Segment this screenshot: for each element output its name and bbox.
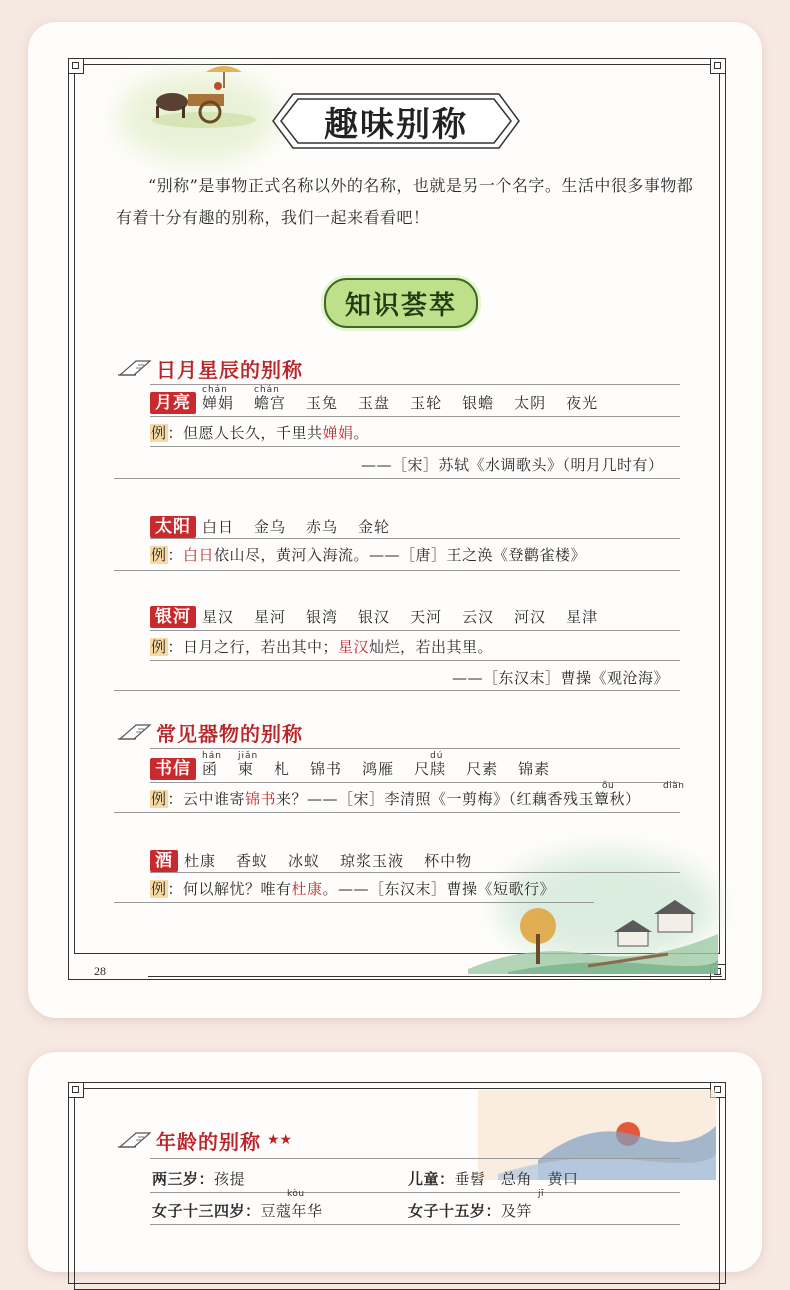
alias-list bbox=[202, 751, 570, 780]
scroll-icon bbox=[116, 1129, 152, 1151]
scroll-icon bbox=[116, 721, 152, 743]
age-value: 孩提 bbox=[214, 1170, 246, 1188]
example-highlight: 白日 bbox=[183, 546, 215, 564]
alias-name bbox=[236, 850, 268, 872]
example-label: 例 bbox=[151, 790, 167, 808]
alias-name bbox=[238, 751, 259, 780]
age-row-right-2 bbox=[408, 1189, 545, 1221]
example-text: 灿烂，若出其里。 bbox=[369, 638, 494, 656]
section-title: 常见器物的别称 bbox=[156, 721, 303, 746]
village-landscape-illustration bbox=[468, 874, 718, 974]
alias-text: 太阴 bbox=[514, 394, 547, 412]
divider-line bbox=[150, 416, 680, 417]
alias-name bbox=[566, 392, 598, 414]
section-heading-objects bbox=[116, 718, 303, 746]
alias-text: 银蟾 bbox=[462, 394, 495, 412]
scroll-icon bbox=[116, 357, 152, 379]
corner-ornament-tr bbox=[710, 58, 726, 74]
alias-text: 玉兔 bbox=[306, 394, 339, 412]
alias-text: 尺牍 bbox=[414, 760, 447, 778]
pinyin-annotation: jiǎn bbox=[238, 751, 259, 761]
alias-text: 鸿雁 bbox=[362, 760, 395, 778]
divider-line bbox=[150, 660, 680, 661]
alias-text: 香蚁 bbox=[236, 852, 269, 870]
example-text: ： bbox=[167, 546, 184, 564]
example-highlight: 星汉 bbox=[338, 638, 370, 656]
alias-text: 银湾 bbox=[306, 608, 339, 626]
alias-text: 金轮 bbox=[358, 518, 391, 536]
alias-name bbox=[462, 392, 494, 414]
tag-wine: 酒 bbox=[150, 850, 178, 872]
example-moon bbox=[150, 422, 369, 444]
example-highlight: 杜康 bbox=[291, 880, 323, 898]
book-page-28 bbox=[28, 22, 762, 1018]
alias-text: 玉盘 bbox=[358, 394, 391, 412]
tag-letter: 书信 bbox=[150, 758, 196, 780]
alias-name bbox=[358, 392, 390, 414]
divider-line bbox=[150, 446, 680, 447]
pinyin-annotation: hán bbox=[202, 751, 222, 761]
alias-name bbox=[410, 606, 442, 628]
alias-text: 云汉 bbox=[462, 608, 495, 626]
example-label: 例 bbox=[151, 638, 167, 656]
alias-text: 尺素 bbox=[466, 760, 499, 778]
page-number: 28 bbox=[94, 964, 106, 978]
divider-line bbox=[114, 812, 680, 813]
alias-text: 天河 bbox=[410, 608, 443, 626]
example-label: 例 bbox=[151, 424, 167, 442]
alias-text: 金乌 bbox=[254, 518, 287, 536]
alias-name bbox=[414, 751, 447, 780]
knowledge-badge: 知识荟萃 bbox=[324, 278, 478, 328]
alias-name bbox=[518, 758, 550, 780]
page-title: 趣味别称 bbox=[324, 104, 468, 145]
entry-letter bbox=[150, 751, 570, 780]
alias-name bbox=[306, 606, 338, 628]
alias-text: 星河 bbox=[254, 608, 287, 626]
alias-name bbox=[306, 516, 338, 538]
age-label: 女子十三四岁： bbox=[152, 1202, 261, 1220]
alias-text: 札 bbox=[274, 760, 291, 778]
example-galaxy bbox=[150, 636, 493, 658]
example-text: ：日月之行，若出其中； bbox=[167, 638, 339, 656]
alias-name bbox=[202, 385, 235, 414]
alias-text: 杯中物 bbox=[424, 852, 473, 870]
alias-name bbox=[462, 606, 494, 628]
example-highlight: 婵娟 bbox=[322, 424, 354, 442]
alias-text: 河汉 bbox=[514, 608, 547, 626]
pinyin-ou: ǒu bbox=[602, 781, 615, 791]
example-text: ：何以解忧？唯有 bbox=[167, 880, 292, 898]
alias-name bbox=[466, 758, 498, 780]
divider-line bbox=[114, 478, 680, 479]
section-heading-celestial bbox=[116, 354, 303, 382]
alias-text: 蟾宫 bbox=[254, 394, 287, 412]
example-text: 。——［东汉末］曹操《短歌行》 bbox=[322, 880, 556, 898]
age-label: 两三岁： bbox=[152, 1170, 215, 1188]
tag-moon: 月亮 bbox=[150, 392, 196, 414]
alias-name bbox=[340, 850, 404, 872]
alias-name bbox=[202, 606, 234, 628]
age-value: 及笄 bbox=[501, 1202, 533, 1220]
example-text: ：云中谁寄 bbox=[167, 790, 246, 808]
divider-line bbox=[150, 1158, 680, 1159]
alias-text: 函 bbox=[202, 760, 219, 778]
tag-galaxy: 银河 bbox=[150, 606, 196, 628]
corner-ornament-tl bbox=[68, 1082, 84, 1098]
example-label: 例 bbox=[151, 546, 167, 564]
alias-name bbox=[514, 392, 546, 414]
divider-line bbox=[150, 630, 680, 631]
divider-line bbox=[114, 690, 680, 691]
example-label: 例 bbox=[151, 880, 167, 898]
pinyin-dian: diàn bbox=[663, 781, 685, 791]
alias-list bbox=[202, 606, 618, 628]
alias-text: 琼浆玉液 bbox=[340, 852, 405, 870]
alias-name bbox=[358, 606, 390, 628]
age-value: 垂髫 总角 黄口 bbox=[454, 1170, 579, 1188]
alias-name bbox=[288, 850, 320, 872]
alias-name bbox=[310, 758, 342, 780]
example-source: ——［东汉末］曹操《观沧海》 bbox=[452, 669, 670, 687]
alias-text: 柬 bbox=[238, 760, 255, 778]
alias-text: 杜康 bbox=[184, 852, 217, 870]
alias-text: 银汉 bbox=[358, 608, 391, 626]
alias-list bbox=[202, 385, 618, 414]
divider-line bbox=[150, 748, 680, 749]
alias-name bbox=[306, 392, 338, 414]
age-row-right-1 bbox=[408, 1168, 579, 1189]
age-value: 豆蔻年华 bbox=[260, 1202, 323, 1220]
example-source: ——［宋］苏轼《水调歌头》（明月几时有） bbox=[361, 456, 664, 474]
alias-text: 婵娟 bbox=[202, 394, 235, 412]
alias-text: 赤乌 bbox=[306, 518, 339, 536]
entry-galaxy bbox=[150, 602, 618, 628]
section-title: 日月星辰的别称 bbox=[156, 357, 303, 382]
alias-name bbox=[254, 516, 286, 538]
example-text: 依山尽，黄河入海流。——［唐］王之涣《登鹳雀楼》 bbox=[214, 546, 587, 564]
intro-paragraph: “别称”是事物正式名称以外的名称，也就是另一个名字。生活中很多事物都有着十分有趣的别称，我们一起来看看吧！ bbox=[116, 176, 694, 227]
divider-line bbox=[150, 872, 680, 873]
example-text: 。 bbox=[353, 424, 370, 442]
pinyin-annotation: chán bbox=[254, 385, 280, 395]
age-label: 女子十五岁： bbox=[408, 1202, 502, 1220]
entry-moon bbox=[150, 385, 618, 414]
corner-ornament-tl bbox=[68, 58, 84, 74]
divider-line bbox=[150, 1224, 680, 1225]
pinyin-annotation: dú bbox=[430, 751, 444, 761]
tag-sun: 太阳 bbox=[150, 516, 196, 538]
alias-name bbox=[424, 850, 472, 872]
alias-text: 锦书 bbox=[310, 760, 343, 778]
alias-name bbox=[254, 385, 287, 414]
alias-text: 玉轮 bbox=[410, 394, 443, 412]
alias-text: 冰蚁 bbox=[288, 852, 321, 870]
pinyin-kou: kòu bbox=[287, 1189, 305, 1199]
example-text: ：但愿人长久，千里共 bbox=[167, 424, 323, 442]
divider-line bbox=[150, 782, 680, 783]
alias-text: 锦素 bbox=[518, 760, 551, 778]
alias-list bbox=[202, 516, 410, 538]
section-heading-age bbox=[116, 1126, 292, 1154]
alias-name bbox=[202, 751, 222, 780]
divider-line bbox=[114, 570, 680, 571]
alias-name bbox=[358, 516, 390, 538]
alias-name bbox=[514, 606, 546, 628]
example-sun bbox=[150, 544, 586, 566]
alias-name bbox=[410, 392, 442, 414]
alias-name bbox=[254, 606, 286, 628]
sunset-mountain-illustration bbox=[478, 1090, 716, 1180]
age-row-left-2 bbox=[152, 1189, 323, 1221]
example-highlight: 锦书 bbox=[245, 790, 277, 808]
alias-text: 星汉 bbox=[202, 608, 235, 626]
age-label: 儿童： bbox=[408, 1170, 455, 1188]
bottom-rule bbox=[148, 976, 722, 977]
page-title-frame bbox=[271, 92, 521, 150]
divider-line bbox=[150, 538, 680, 539]
alias-name bbox=[362, 758, 394, 780]
entry-wine bbox=[150, 846, 492, 872]
pinyin-annotation: chán bbox=[202, 385, 228, 395]
alias-name bbox=[274, 758, 290, 780]
alias-text: 白日 bbox=[202, 518, 235, 536]
alias-name bbox=[184, 850, 216, 872]
alias-name bbox=[202, 516, 234, 538]
alias-text: 星津 bbox=[566, 608, 599, 626]
alias-text: 夜光 bbox=[566, 394, 599, 412]
age-row-left-1 bbox=[152, 1168, 245, 1189]
example-letter bbox=[150, 781, 685, 810]
difficulty-stars: ★★ bbox=[267, 1132, 293, 1148]
alias-name bbox=[566, 606, 598, 628]
divider-line bbox=[150, 1192, 680, 1193]
pinyin-ji: jī bbox=[538, 1189, 545, 1199]
alias-list bbox=[184, 850, 492, 872]
ox-cart-illustration bbox=[148, 62, 258, 132]
example-text: 来？——［宋］李清照《一剪梅》（红藕香残玉簟秋） bbox=[276, 790, 641, 808]
book-page-next bbox=[28, 1052, 762, 1272]
section-title: 年龄的别称 bbox=[156, 1129, 261, 1154]
divider-line bbox=[150, 384, 680, 385]
entry-sun bbox=[150, 512, 410, 538]
